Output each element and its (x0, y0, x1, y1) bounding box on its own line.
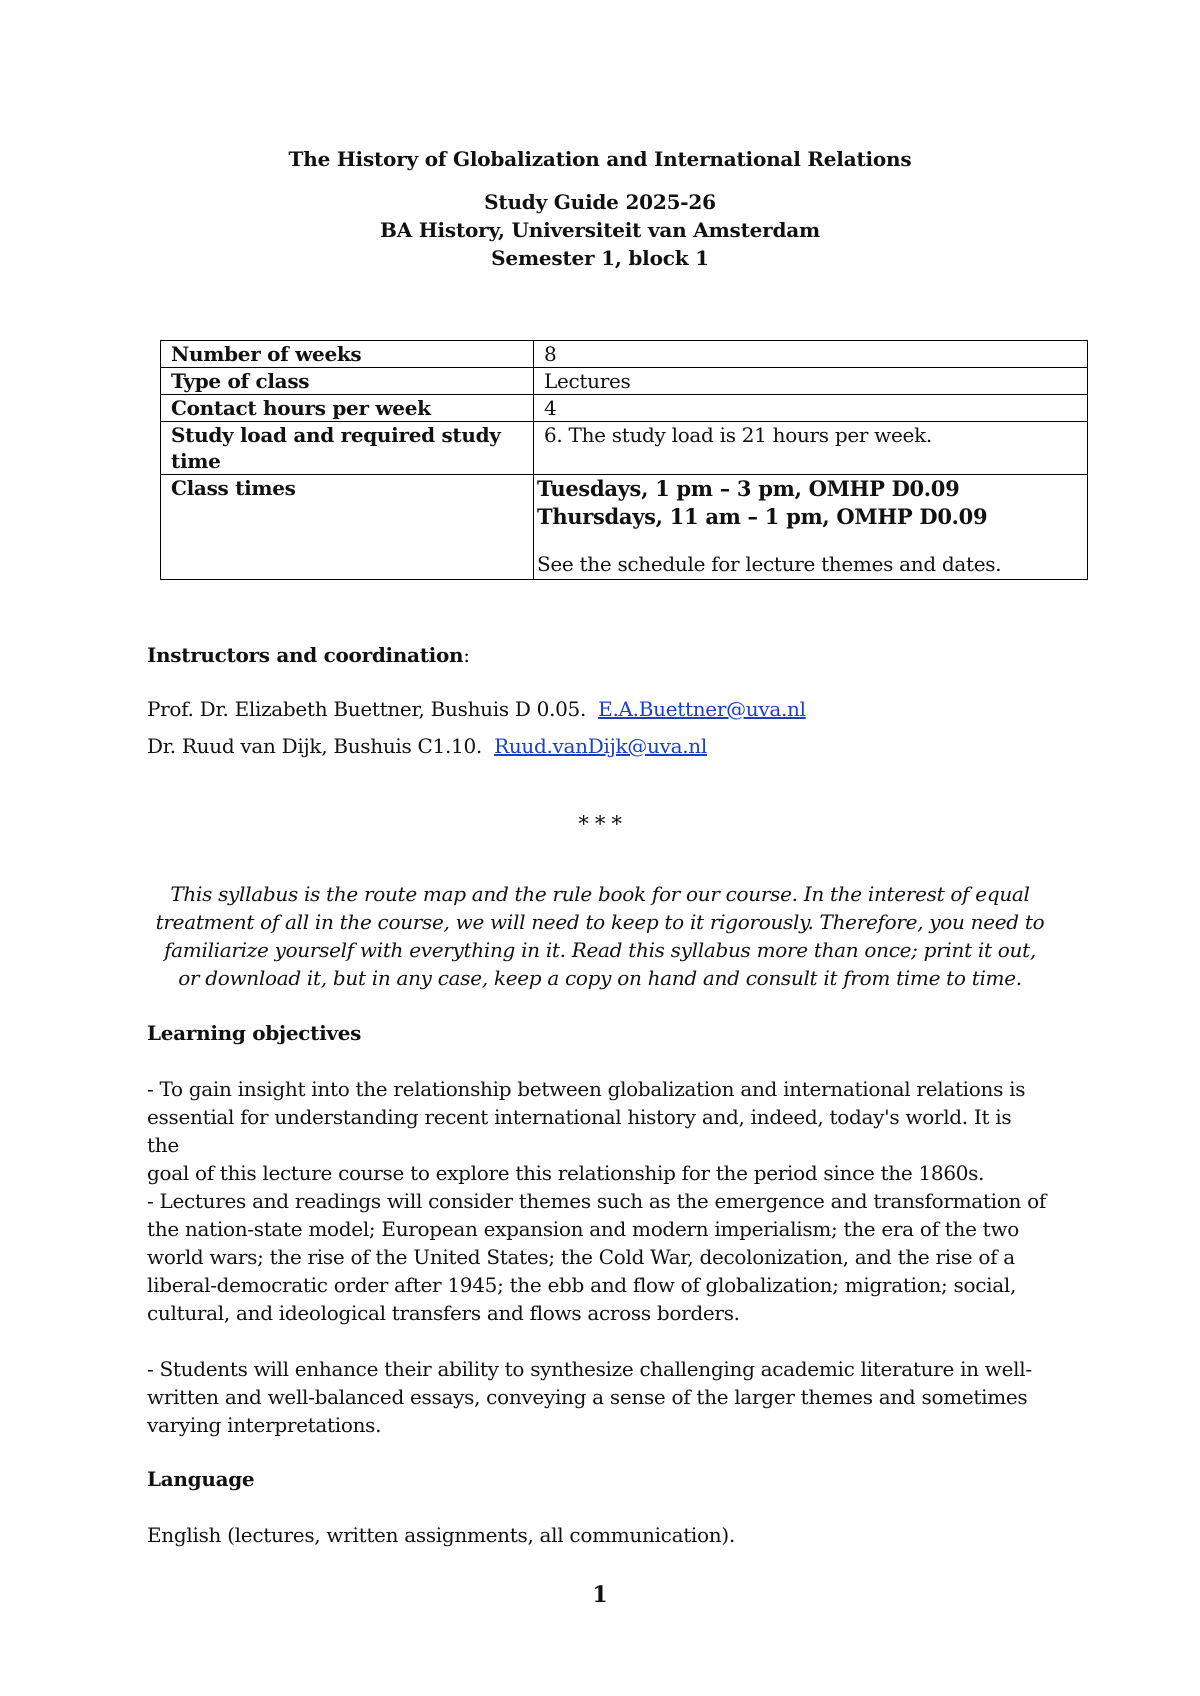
objective-paragraph (147, 1075, 1047, 1187)
paragraph-line: the nation-state model; European expansion and modern imperialism; the era of the two (147, 1217, 1019, 1241)
paragraph-line: - To gain insight into the relationship between globalization and international relations is (147, 1077, 1026, 1101)
row-label: Type of class (161, 368, 534, 395)
instructor-text: Prof. Dr. Elizabeth Buettner, Bushuis D 0.05. (147, 697, 587, 721)
instructor-line (147, 695, 1047, 723)
table-row (161, 341, 1088, 368)
language-text: English (lectures, written assignments, all communication). (147, 1523, 735, 1547)
intro-line: or download it, but in any case, keep a copy on hand and consult it from time to time. (178, 966, 1022, 990)
paragraph-line: - Lectures and readings will consider themes such as the emergence and transformation of (147, 1189, 1046, 1213)
learning-objectives-heading: Learning objectives (147, 1021, 362, 1045)
language-heading: Language (147, 1467, 255, 1491)
instructor-email-link[interactable]: Ruud.vanDijk@uva.nl (494, 734, 707, 758)
schedule-note: See the schedule for lecture themes and dates. (537, 552, 1002, 576)
instructors-heading-text: Instructors and coordination (147, 643, 464, 667)
row-label: Class times (161, 475, 534, 580)
table-row (161, 422, 1088, 475)
paragraph-line: written and well-balanced essays, conveying a sense of the larger themes and sometimes (147, 1385, 1028, 1409)
row-value: 4 (534, 395, 1088, 422)
syllabus-intro (100, 880, 1100, 992)
program-line: BA History, Universiteit van Amsterdam (380, 218, 820, 242)
class-time-thursday: Thursdays, 11 am – 1 pm, OMHP D0.09 (537, 504, 988, 529)
objective-paragraph (147, 1187, 1047, 1327)
course-info-table (160, 340, 1088, 580)
row-value: 6. The study load is 21 hours per week. (534, 422, 1088, 475)
paragraph-line: varying interpretations. (147, 1413, 382, 1437)
intro-line: This syllabus is the route map and the rule book for our course. In the interest of equal (170, 882, 1030, 906)
instructors-heading-colon: : (463, 643, 470, 667)
row-value: 8 (534, 341, 1088, 368)
paragraph-line: world wars; the rise of the United States; the Cold War, decolonization, and the rise of a (147, 1245, 1015, 1269)
paragraph-line: essential for understanding recent international history and, indeed, today's world. It is the (147, 1105, 1012, 1157)
intro-line: familiarize yourself with everything in it. Read this syllabus more than once; print it out, (164, 938, 1036, 962)
paragraph-line: goal of this lecture course to explore this relationship for the period since the 1860s. (147, 1161, 985, 1185)
instructor-line (147, 732, 1047, 760)
instructor-text: Dr. Ruud van Dijk, Bushuis C1.10. (147, 734, 482, 758)
paragraph-line: liberal-democratic order after 1945; the ebb and flow of globalization; migration; social, (147, 1273, 1017, 1297)
semester-line: Semester 1, block 1 (491, 246, 709, 270)
page-number: 1 (592, 1582, 608, 1608)
table-row (161, 368, 1088, 395)
objective-paragraph (147, 1355, 1047, 1439)
paragraph-line: - Students will enhance their ability to synthesize challenging academic literature in well- (147, 1357, 1032, 1381)
row-value: Lectures (534, 368, 1088, 395)
table-row (161, 395, 1088, 422)
row-label: Contact hours per week (161, 395, 534, 422)
document-title: The History of Globalization and International Relations (288, 147, 912, 171)
study-guide-line: Study Guide 2025-26 (484, 190, 716, 214)
row-label: Study load and required study time (161, 422, 534, 475)
class-time-tuesday: Tuesdays, 1 pm – 3 pm, OMHP D0.09 (537, 476, 960, 501)
row-label: Number of weeks (161, 341, 534, 368)
section-separator: * * * (578, 812, 622, 836)
intro-line: treatment of all in the course, we will need to keep to it rigorously. Therefore, you need to (155, 910, 1045, 934)
instructor-email-link[interactable]: E.A.Buettner@uva.nl (598, 697, 806, 721)
class-times-cell (534, 475, 1088, 580)
table-row (161, 475, 1088, 580)
paragraph-line: cultural, and ideological transfers and flows across borders. (147, 1301, 740, 1325)
instructors-heading (147, 641, 1047, 669)
